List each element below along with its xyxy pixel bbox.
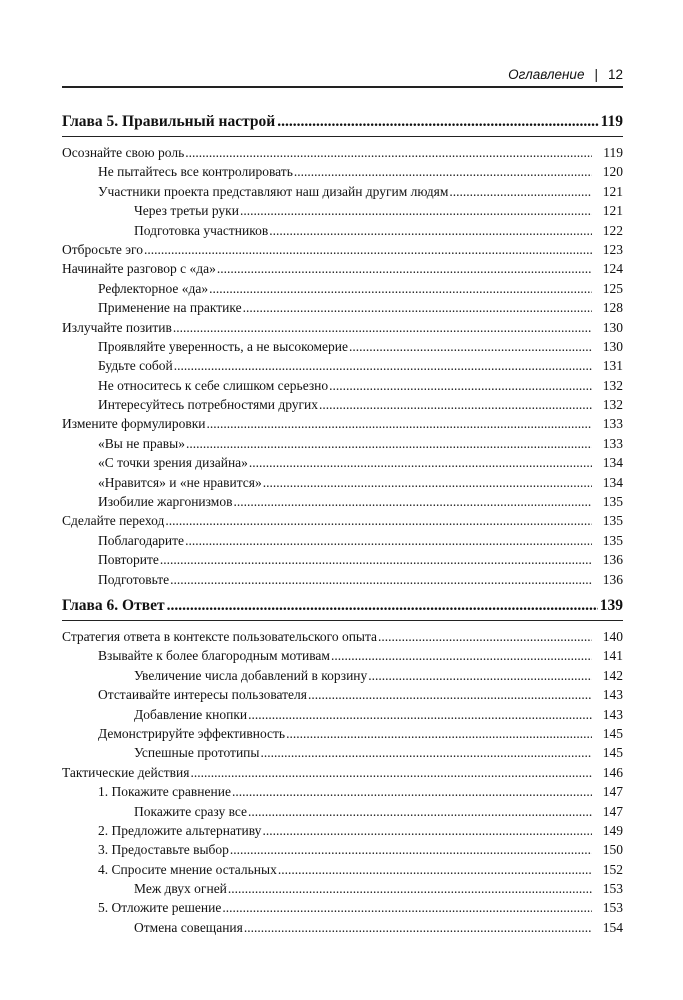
page-number: 12 [607, 67, 623, 82]
toc-entry[interactable] [62, 356, 623, 375]
toc-entry-page: 143 [602, 706, 623, 722]
toc-entry-page: 131 [602, 358, 623, 374]
toc-entry[interactable] [62, 666, 623, 685]
toc-entry-page: 121 [602, 183, 623, 199]
dot-leader [248, 802, 592, 821]
toc-entry-title: Будьте собой [98, 358, 173, 374]
toc-entry-title: Рефлекторное «да» [98, 280, 209, 296]
toc-entry-page: 136 [602, 571, 623, 587]
toc-entry[interactable] [62, 782, 623, 801]
toc-entry-page: 145 [602, 725, 623, 741]
toc-entry[interactable] [62, 240, 623, 259]
dot-leader [331, 646, 592, 665]
toc-entry[interactable] [62, 337, 623, 356]
toc-entry-page: 141 [602, 648, 623, 664]
toc-entry[interactable] [62, 201, 623, 220]
toc-entry-page: 119 [603, 145, 623, 160]
toc-entry-title: Добавление кнопки [134, 706, 248, 722]
toc-entry-title: 5. Отложите решение [98, 900, 222, 916]
toc-entry-title: Участники проекта представляют наш дизайн другим людям [98, 183, 449, 199]
toc-entry[interactable] [62, 918, 623, 937]
toc-entry[interactable] [62, 531, 623, 550]
toc-entry-page: 122 [602, 222, 623, 238]
dot-leader [174, 356, 592, 375]
toc-entry-title: Покажите сразу все [134, 803, 248, 819]
toc-entry[interactable] [62, 763, 623, 782]
toc-entry[interactable] [62, 318, 623, 337]
running-head [62, 64, 623, 88]
dot-leader [243, 298, 592, 317]
dot-leader [233, 492, 592, 511]
dot-leader [349, 337, 592, 356]
dot-leader [167, 592, 598, 620]
dot-leader [286, 724, 592, 743]
toc-entry[interactable] [62, 646, 623, 665]
dot-leader [222, 898, 592, 917]
toc-entry-page: 124 [602, 261, 623, 277]
dot-leader [262, 821, 592, 840]
toc-entry-page: 135 [602, 494, 623, 510]
toc-entry-page: 142 [602, 667, 623, 683]
toc-entry[interactable] [62, 221, 623, 240]
dot-leader [329, 376, 592, 395]
toc-entry[interactable] [62, 434, 623, 453]
toc-entry-page: 121 [602, 203, 623, 219]
toc-entry-title: «Вы не правы» [98, 435, 185, 451]
toc-entry[interactable] [62, 570, 623, 589]
toc-entries [62, 621, 623, 937]
toc-entry-page: 153 [602, 881, 623, 897]
toc-entry-page: 130 [602, 338, 623, 354]
toc-entry[interactable] [62, 162, 623, 181]
toc-entry[interactable] [62, 840, 623, 859]
toc-entry[interactable] [62, 414, 623, 433]
toc-entry-page: 125 [602, 280, 623, 296]
toc-entry[interactable] [62, 143, 623, 162]
dot-leader [185, 531, 592, 550]
toc-entry-title: «Нравится» и «не нравится» [98, 474, 262, 490]
dot-leader [170, 570, 592, 589]
toc-entry-title: Проявляйте уверенность, а не высокомерие [98, 338, 348, 354]
dot-leader [294, 162, 592, 181]
toc-entry-page: 146 [602, 764, 623, 780]
toc-entry-title: Взывайте к более благородным мотивам [98, 648, 330, 664]
toc-entry-title: Осознайте свою роль [62, 145, 185, 160]
toc-entry-page: 147 [602, 803, 623, 819]
toc-entry[interactable] [62, 685, 623, 704]
dot-leader [269, 221, 592, 240]
dot-leader [277, 108, 598, 136]
dot-leader [278, 860, 592, 879]
dot-leader [144, 240, 592, 259]
dot-leader [209, 279, 592, 298]
toc-entry-page: 120 [602, 164, 623, 180]
toc-entry-title: Увеличение числа добавлений в корзину [134, 667, 368, 683]
dot-leader [230, 840, 592, 859]
toc-entry[interactable] [62, 627, 623, 646]
toc-entry[interactable] [62, 298, 623, 317]
toc-entry-page: 150 [602, 842, 623, 858]
toc-entry[interactable] [62, 473, 623, 492]
dot-leader [228, 879, 592, 898]
dot-leader [368, 666, 592, 685]
toc-entry-page: 152 [602, 861, 623, 877]
chapter-title-text: Глава 5. Правильный настрой [62, 113, 276, 130]
dot-leader [308, 685, 592, 704]
toc-entry-page: 135 [602, 532, 623, 548]
toc-entry-title: Применение на практике [98, 300, 242, 316]
chapter-page: 139 [599, 597, 623, 614]
toc-entry[interactable] [62, 860, 623, 879]
toc-entry-page: 134 [602, 474, 623, 490]
chapter-title[interactable] [62, 108, 623, 137]
dot-leader [160, 550, 592, 569]
toc-entry-page: 154 [602, 919, 623, 935]
toc-entry-title: Интересуйтесь потребностями других [98, 397, 319, 413]
toc-entry-title: «С точки зрения дизайна» [98, 455, 248, 471]
dot-leader [260, 743, 592, 762]
toc-entry-title: Отстаивайте интересы пользователя [98, 687, 307, 703]
toc-entry-title: Излучайте позитив [62, 319, 172, 335]
chapter-page: 119 [600, 113, 623, 130]
dot-leader [248, 705, 592, 724]
toc-entry-title: Изобилие жаргонизмов [98, 494, 233, 510]
toc-entry-title: Стратегия ответа в контексте пользовательского опыта [62, 629, 378, 644]
toc-entry[interactable] [62, 705, 623, 724]
dot-leader [186, 434, 592, 453]
toc-entry-page: 132 [602, 377, 623, 393]
chapter-5 [62, 108, 623, 589]
dot-leader [173, 318, 592, 337]
toc-entry[interactable] [62, 879, 623, 898]
toc-entry-title: Измените формулировки [62, 416, 206, 432]
toc-entry-title: Не пытайтесь все контролировать [98, 164, 293, 180]
toc-entry-page: 135 [602, 513, 623, 529]
toc-entry[interactable] [62, 279, 623, 298]
toc-entry-title: Поблагодарите [98, 532, 185, 548]
dot-leader [249, 453, 592, 472]
toc-entries [62, 137, 623, 589]
toc-entry-title: Тактические действия [62, 764, 190, 780]
toc-entry[interactable] [62, 743, 623, 762]
toc-entry-title: Сделайте переход [62, 513, 165, 529]
toc-entry[interactable] [62, 182, 623, 201]
toc-entry-page: 143 [602, 687, 623, 703]
dot-leader [232, 782, 592, 801]
dot-leader [207, 414, 592, 433]
toc-entry-page: 153 [602, 900, 623, 916]
dot-leader [244, 918, 592, 937]
toc-entry-page: 145 [602, 745, 623, 761]
toc-entry[interactable] [62, 492, 623, 511]
toc-entry-title: Подготовьте [98, 571, 170, 587]
toc-entry-title: Демонстрируйте эффективность [98, 725, 286, 741]
toc-entry[interactable] [62, 453, 623, 472]
dot-leader [217, 259, 592, 278]
dot-leader [378, 627, 592, 646]
toc-entry-title: 2. Предложите альтернативу [98, 822, 262, 838]
toc-entry-title: Не относитесь к себе слишком серьезно [98, 377, 329, 393]
toc-entry-title: Успешные прототипы [134, 745, 260, 761]
toc-entry-title: Отмена совещания [134, 919, 243, 935]
running-head-section: Оглавление [508, 67, 585, 82]
toc-entry[interactable] [62, 511, 623, 530]
toc-entry-title: Начинайте разговор с «да» [62, 261, 216, 277]
chapter-title[interactable] [62, 592, 623, 621]
toc-entry-title: 3. Предоставьте выбор [98, 842, 229, 858]
dot-leader [165, 511, 592, 530]
dot-leader [263, 473, 592, 492]
toc-entry-page: 140 [602, 629, 623, 644]
toc-entry[interactable] [62, 550, 623, 569]
chapter-title-text: Глава 6. Ответ [62, 597, 165, 614]
toc-entry-page: 149 [602, 822, 623, 838]
toc-entry-title: 1. Покажите сравнение [98, 784, 231, 800]
toc-entry-title: Через третьи руки [134, 203, 239, 219]
toc-entry-page: 132 [602, 397, 623, 413]
toc-entry-page: 128 [602, 300, 623, 316]
dot-leader [185, 143, 592, 162]
dot-leader [190, 763, 592, 782]
toc-entry-title: Отбросьте эго [62, 241, 143, 257]
toc-entry-page: 134 [602, 455, 623, 471]
toc-entry-page: 133 [602, 416, 623, 432]
toc-entry[interactable] [62, 821, 623, 840]
toc-entry-page: 123 [602, 241, 623, 257]
toc-entry[interactable] [62, 376, 623, 395]
running-head-separator: | [594, 67, 598, 82]
dot-leader [240, 201, 592, 220]
toc-entry-page: 136 [602, 552, 623, 568]
toc-entry[interactable] [62, 898, 623, 917]
toc-entry[interactable] [62, 395, 623, 414]
toc-entry-title: Меж двух огней [134, 881, 227, 897]
toc-entry-page: 130 [602, 319, 623, 335]
toc-entry[interactable] [62, 802, 623, 821]
toc-entry-title: 4. Спросите мнение остальных [98, 861, 277, 877]
chapter-6 [62, 592, 623, 937]
dot-leader [319, 395, 592, 414]
toc-entry-page: 147 [602, 784, 623, 800]
toc-entry-title: Повторите [98, 552, 159, 568]
toc-entry-page: 133 [602, 435, 623, 451]
toc-entry[interactable] [62, 724, 623, 743]
toc-entry-title: Подготовка участников [134, 222, 269, 238]
toc-entry[interactable] [62, 259, 623, 278]
dot-leader [449, 182, 592, 201]
